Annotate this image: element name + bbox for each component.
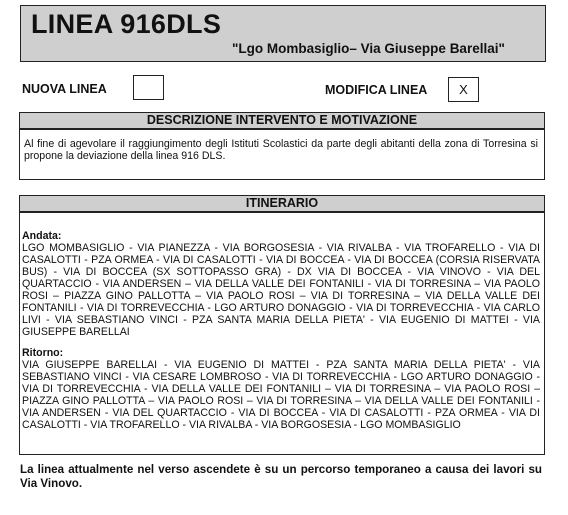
new-line-checkbox[interactable] <box>133 75 164 100</box>
document-header <box>20 5 546 62</box>
modify-line-checkbox[interactable]: X <box>448 77 479 102</box>
description-heading: DESCRIZIONE INTERVENTO E MOTIVAZIONE <box>19 112 545 129</box>
return-label: Ritorno: <box>22 347 64 359</box>
description-text: Al fine di agevolare il raggiungimento degli Istituti Scolastici da parte degli abitanti della zona di Torresina si propone la deviazione della linea 916 DLS. <box>24 138 538 162</box>
modify-line-label: MODIFICA LINEA <box>325 83 428 97</box>
new-line-label: NUOVA LINEA <box>22 82 107 96</box>
itinerary-box <box>19 212 545 455</box>
itinerary-heading: ITINERARIO <box>19 195 545 212</box>
line-title: LINEA 916DLS <box>31 9 222 39</box>
outbound-route: LGO MOMBASIGLIO - VIA PIANEZZA - VIA BORGOSESIA - VIA RIVALBA - VIA TROFARELLO - VIA DI CASALOTTI - PZA ORMEA - VIA DI CASALOTTI - VIA DI BOCCEA - VIA DI BOCCEA (CORSIA RISERVATA BUS) - VIA DI BOCCEA (SX SOTTOPASSO GRA) - DX VIA DI BOCCEA - VIA VINOVO - VIA DEL QUARTACCIO - VIA ANDERSEN – VIA DELLA VALLE DEI FONTANILI - VIA DI TORRESINA – VIA PAOLO ROSI – PIAZZA GINO PALLOTTA – VIA PAOLO ROSI – VIA DI TORRESINA – VIA DELLA VALLE DEI FONTANILI - VIA DI TORREVECCHIA - LGO ARTURO DONAGGIO - VIA DI TORREVECCHIA - VIA CARLO LIVI - VIA SEBASTIANO VINCI - PZA SANTA MARIA DELLA PIETA' - VIA EUGENIO DI MATTEI - VIA GIUSEPPE BARELLAI <box>22 242 540 338</box>
description-box <box>19 129 545 180</box>
route-subtitle: "Lgo Mombasiglio– Via Giuseppe Barellai" <box>232 41 505 56</box>
return-route: VIA GIUSEPPE BARELLAI - VIA EUGENIO DI MATTEI - PZA SANTA MARIA DELLA PIETA' - VIA SEBASTIANO VINCI - VIA CESARE LOMBROSO - VIA DI TORREVECCHIA - LGO ARTURO DONAGGIO - VIA DI TORREVECCHIA - VIA DELLA VALLE DEI FONTANILI – VIA DI TORRESINA – VIA PAOLO ROSI – PIAZZA GINO PALLOTTA – VIA PAOLO ROSI – VIA DI TORRESINA – VIA DELLA VALLE DEI FONTANILI - VIA ANDERSEN - VIA DEL QUARTACCIO - VIA DI BOCCEA - VIA DI CASALOTTI - PZA ORMEA - VIA DI CASALOTTI - VIA TROFARELLO - VIA RIVALBA - VIA BORGOSESIA - LGO MOMBASIGLIO <box>22 359 540 431</box>
outbound-label: Andata: <box>22 230 62 242</box>
notice-text: La linea attualmente nel verso ascendete è su un percorso temporaneo a causa dei lavori su Via Vinovo. <box>20 463 542 490</box>
